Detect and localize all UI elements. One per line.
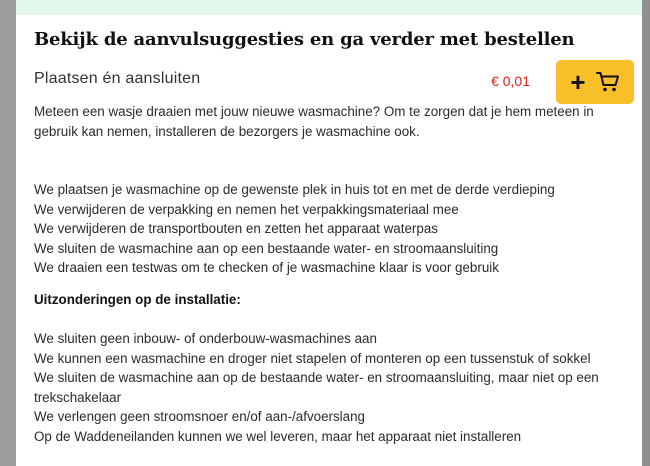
cart-icon [596,71,620,93]
list-item: We sluiten de wasmachine aan op een bestaande water- en stroomaansluiting [34,240,499,256]
option-name: Plaatsen én aansluiten [34,70,201,87]
list-item: We draaien een testwas om te checken of je wasmachine klaar is voor gebruik [34,260,499,275]
exceptions-heading: Uitzonderingen op de installatie: [34,291,241,307]
plus-icon: + [570,67,586,97]
modal-top-bar [16,0,642,15]
installation-option-row [34,60,622,104]
list-item: We kunnen een wasmachine en droger niet stapelen of monteren op een tussenstuk of sokkel [34,350,591,366]
list-item: Op de Waddeneilanden kunnen we wel leveren, maar het apparaat niet installeren [34,428,522,444]
option-price: € 0,01 [491,73,530,89]
suggestions-modal [16,0,642,466]
included-list [34,180,624,278]
option-description [34,102,624,446]
list-item: We verlengen geen stroomsnoer en/of aan-/afvoerslang [34,409,365,424]
modal-title: Bekijk de aanvulsuggesties en ga verder met bestellen [34,29,575,50]
description-intro: Meteen een wasje draaien met jouw nieuwe wasmachine? Om te zorgen dat je hem meteen in gebruik kan nemen, installeren de bezorgers je wasmachine ook. [34,104,594,139]
add-to-cart-button[interactable] [556,60,634,104]
list-item: We sluiten geen inbouw- of onderbouw-wasmachines aan [34,331,377,346]
page-backdrop-left [0,0,16,466]
list-item: We verwijderen de verpakking en nemen het verpakkingsmateriaal mee [34,201,459,217]
page-backdrop-right [642,0,650,466]
list-item: We sluiten de wasmachine aan op de bestaande water- en stroomaansluiting, maar niet op een trekschakelaar [34,370,599,405]
list-item: We plaatsen je wasmachine op de gewenste plek in huis tot en met de derde verdieping [34,182,555,197]
exceptions-list [34,329,624,446]
list-item: We verwijderen de transportbouten en zetten het apparaat waterpas [34,221,438,236]
